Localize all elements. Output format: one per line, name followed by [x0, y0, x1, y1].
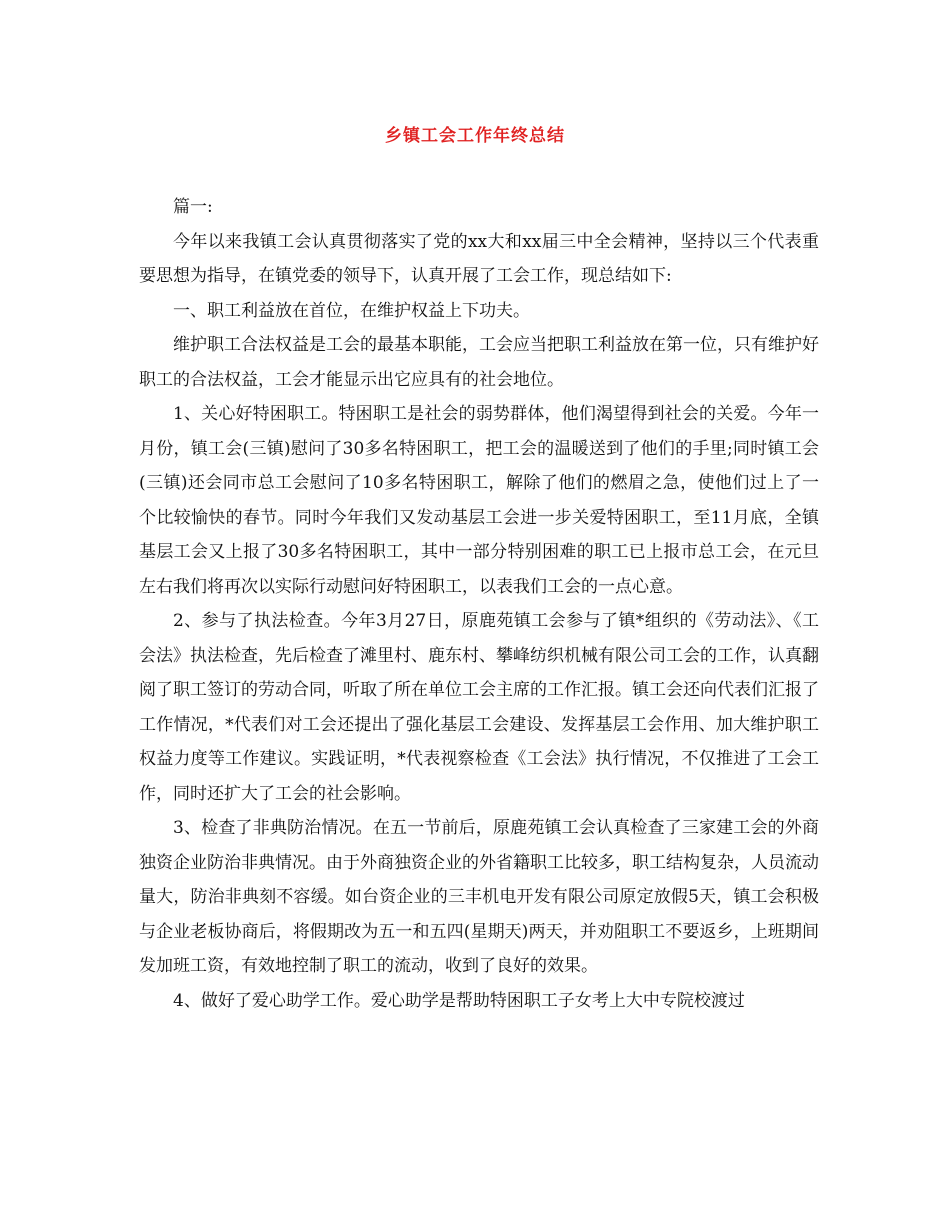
- paragraph-heading-1: 一、职工利益放在首位，在维护权益上下功夫。: [173, 300, 530, 321]
- paragraph-item-4: 4、做好了爱心助学工作。爱心助学是帮助特困职工子女考上大中专院校渡过: [173, 990, 745, 1011]
- document-title: 乡镇工会工作年终总结: [385, 126, 565, 146]
- paragraph: 维护职工合法权益是工会的最基本职能，工会应当把职工利益放在第一位，只有维护好职工的合法权益，工会才能显示出它应具有的社会地位。: [139, 335, 819, 390]
- paragraph-intro: 今年以来我镇工会认真贯彻落实了党的xx大和xx届三中全会精神，坚持以三个代表重要思想为指导，在镇党委的领导下，认真开展了工会工作，现总结如下:: [139, 231, 819, 286]
- paragraph-item-1: 1、关心好特困职工。特困职工是社会的弱势群体，他们渴望得到社会的关爱。今年一月份，镇工会(三镇)慰问了30多名特困职工，把工会的温暖送到了他们的手里;同时镇工会(三镇)还会同市总工会慰问了10多名特困职工，解除了他们的燃眉之急，使他们过上了一个比较愉快的春节。同时今年我们又发动基层工会进一步关爱特困职工，至11月底，全镇基层工会又上报了30多名特困职工，其中一部分特别困难的职工已上报市总工会，在元旦左右我们将再次以实际行动慰问好特困职工，以表我们工会的一点心意。: [139, 404, 819, 597]
- paragraph-item-2: 2、参与了执法检查。今年3月27日，原鹿苑镇工会参与了镇*组织的《劳动法》、《工会法》执法检查，先后检查了滩里村、鹿东村、攀峰纺织机械有限公司工会的工作，认真翻阅了职工签订的劳动合同，听取了所在单位工会主席的工作汇报。镇工会还向代表们汇报了工作情况，*代表们对工会还提出了强化基层工会建设、发挥基层工会作用、加大维护职工权益力度等工作建议。实践证明，*代表视察检查《工会法》执行情况，不仅推进了工会工作，同时还扩大了工会的社会影响。: [139, 611, 819, 804]
- paragraph-section-label: 篇一:: [173, 197, 213, 217]
- document-body: [139, 190, 819, 1018]
- paragraph-item-3: 3、检查了非典防治情况。在五一节前后，原鹿苑镇工会认真检查了三家建工会的外商独资企业防治非典情况。由于外商独资企业的外省籍职工比较多，职工结构复杂，人员流动量大，防治非典刻不容缓。如台资企业的三丰机电开发有限公司原定放假5天，镇工会积极与企业老板协商后，将假期改为五一和五四(星期天)两天，并劝阻职工不要返乡，上班期间发加班工资，有效地控制了职工的流动，收到了良好的效果。: [139, 818, 819, 976]
